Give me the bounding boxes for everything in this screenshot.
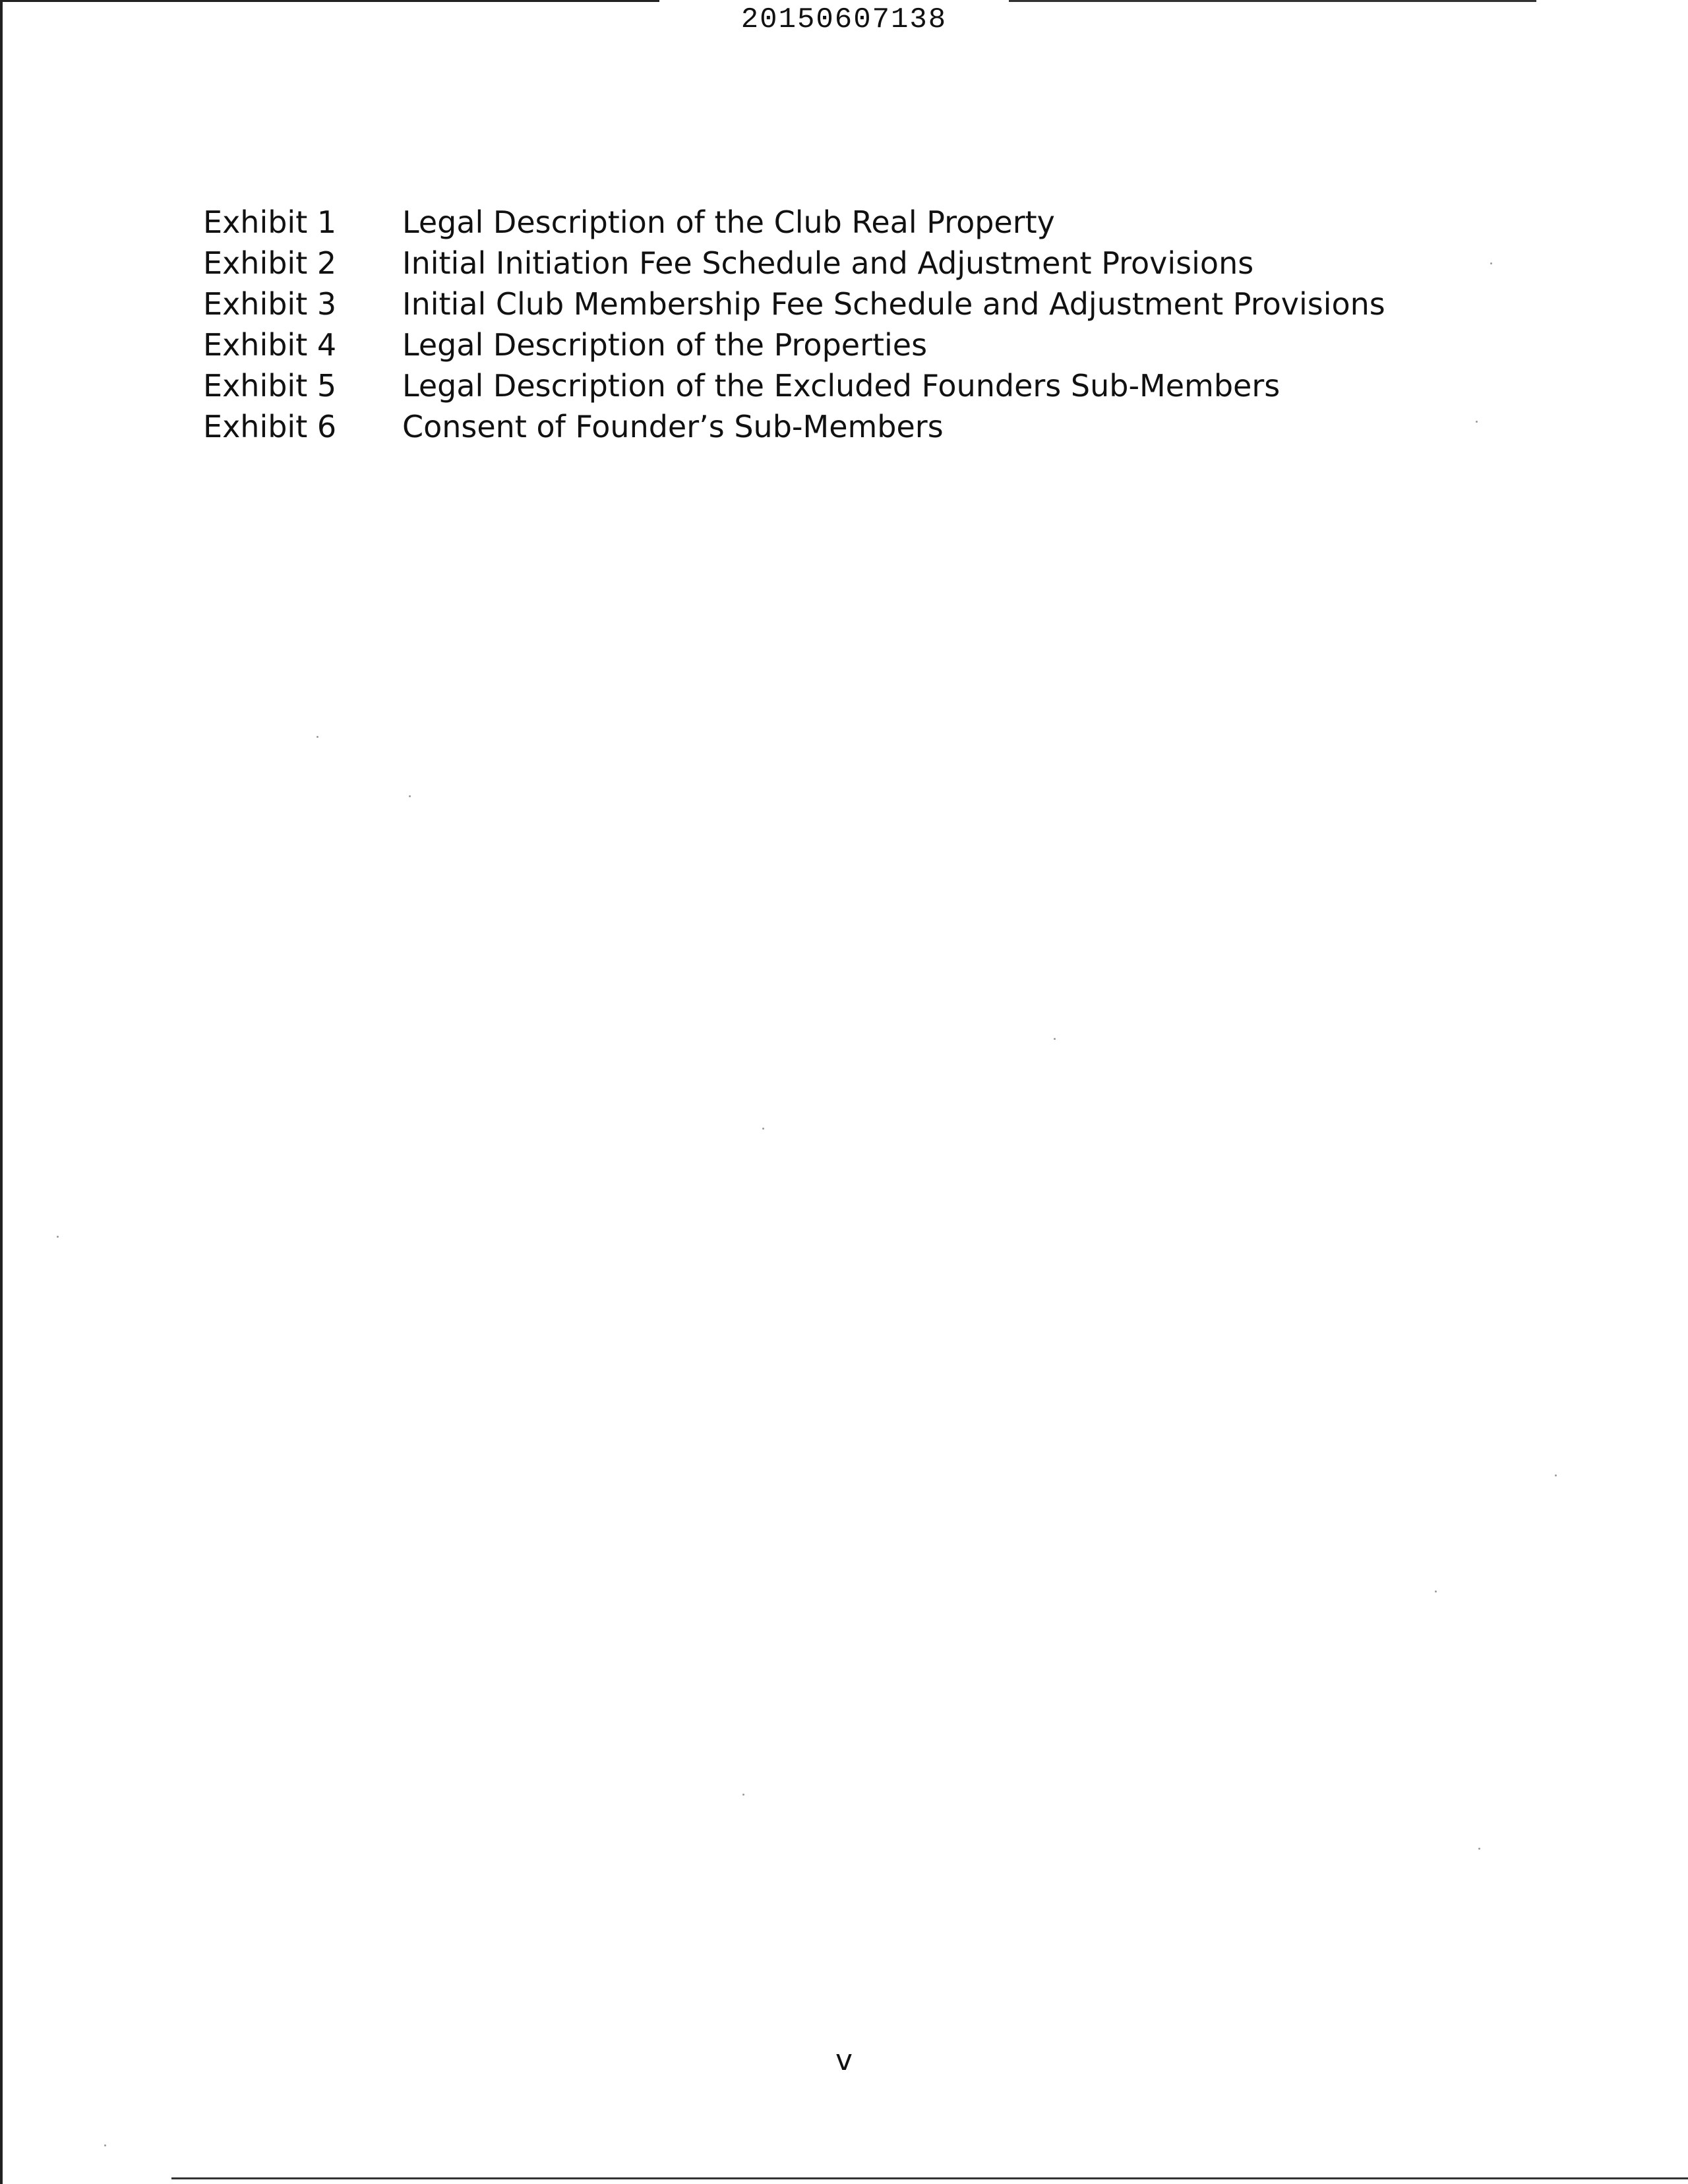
scan-speck (1435, 1591, 1437, 1592)
scan-speck (1478, 1848, 1480, 1850)
exhibit-row-1 (203, 202, 1390, 243)
scan-speck (57, 1236, 59, 1238)
exhibit-title: Legal Description of the Club Real Property (402, 204, 1055, 240)
exhibit-title: Legal Description of the Excluded Founders Sub-Members (402, 368, 1281, 404)
scan-speck (409, 795, 411, 797)
scan-speck (762, 1128, 764, 1130)
scan-speck (1490, 262, 1492, 264)
exhibit-title: Initial Club Membership Fee Schedule and Adjustment Provisions (402, 286, 1385, 322)
exhibit-title: Legal Description of the Properties (402, 327, 928, 363)
scan-edge-bottom (171, 2177, 1688, 2179)
exhibit-label: Exhibit 5 (203, 368, 337, 404)
scan-speck (742, 1794, 744, 1796)
scan-speck (104, 2144, 106, 2146)
exhibit-label: Exhibit 3 (203, 286, 337, 322)
scan-speck (1555, 1474, 1557, 1476)
exhibit-row-6 (203, 406, 1390, 447)
scan-speck (1476, 421, 1478, 423)
exhibit-label: Exhibit 4 (203, 327, 337, 363)
scan-speck (316, 736, 318, 738)
exhibit-label: Exhibit 1 (203, 204, 337, 240)
exhibit-title: Consent of Founder’s Sub-Members (402, 409, 944, 444)
exhibit-label: Exhibit 2 (203, 245, 337, 281)
scan-edge-top-left (0, 0, 659, 2)
scan-edge-left (0, 0, 3, 2184)
scan-edge-top-right (1009, 0, 1536, 2)
exhibit-title: Initial Initiation Fee Schedule and Adjustment Provisions (402, 245, 1254, 281)
exhibit-row-5 (203, 365, 1390, 406)
document-number: 20150607138 (740, 3, 948, 36)
exhibit-row-4 (203, 324, 1390, 365)
exhibit-row-3 (203, 284, 1390, 324)
exhibit-row-2 (203, 243, 1390, 284)
exhibit-label: Exhibit 6 (203, 409, 337, 444)
exhibit-list (203, 202, 1390, 447)
page-number: v (835, 2044, 853, 2077)
scan-speck (1054, 1038, 1056, 1040)
